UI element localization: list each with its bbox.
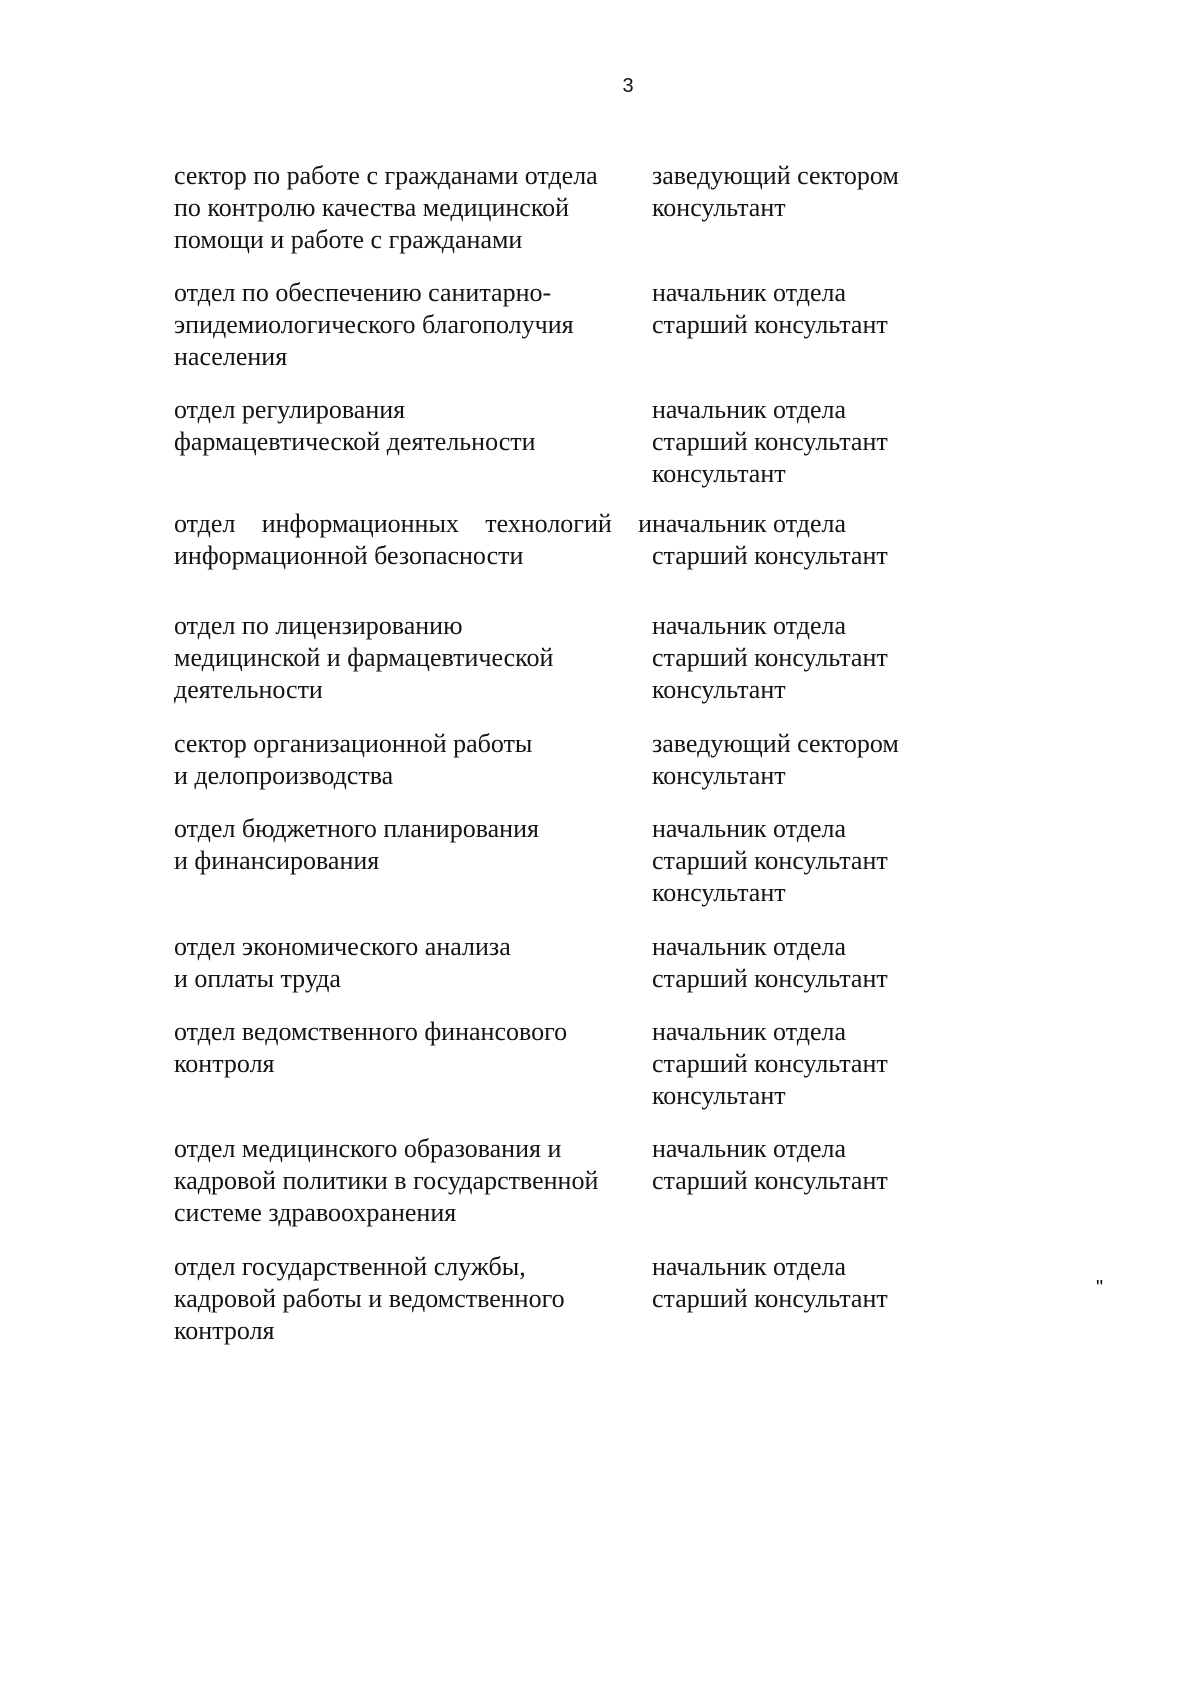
unit-name: [174, 160, 652, 256]
positions-list: [652, 1016, 982, 1112]
unit-name-line: отдел государственной службы,: [174, 1252, 526, 1281]
unit-name-line: отдел по лицензированию: [174, 611, 463, 640]
positions-list: [652, 394, 982, 490]
unit-name: [174, 813, 652, 877]
position-title: старший консультант: [652, 846, 888, 875]
position-title: старший консультант: [652, 1284, 888, 1313]
unit-name-line: отдел бюджетного планирования: [174, 814, 539, 843]
unit-name-line: отдел регулирования: [174, 395, 406, 424]
position-title: консультант: [652, 675, 786, 704]
closing-quote-mark: ": [1096, 1277, 1104, 1299]
position-title: консультант: [652, 1081, 786, 1110]
unit-name-line: сектор организационной работы: [174, 729, 533, 758]
positions-list: [652, 1133, 982, 1197]
position-title: заведующий сектором: [652, 729, 899, 758]
positions-list: [652, 610, 982, 706]
position-title: начальник отдела: [652, 1252, 847, 1281]
unit-name-line: отдел информационных технологий и: [174, 509, 652, 538]
unit-name-line: населения: [174, 342, 288, 371]
position-title: старший консультант: [652, 310, 888, 339]
unit-name: [174, 1251, 652, 1347]
position-title: консультант: [652, 193, 786, 222]
unit-name-line: медицинской и фармацевтической: [174, 643, 554, 672]
unit-name: [174, 1133, 652, 1229]
unit-name-line: отдел медицинского образования и: [174, 1134, 562, 1163]
unit-name-line: по контролю качества медицинской: [174, 193, 570, 222]
positions-list: [652, 813, 982, 909]
unit-name-line: контроля: [174, 1049, 275, 1078]
unit-name: [174, 1016, 652, 1080]
unit-name: [174, 508, 652, 572]
unit-name-line: кадровой политики в государственной: [174, 1166, 599, 1195]
unit-name-line: системе здравоохранения: [174, 1198, 457, 1227]
unit-name: [174, 394, 652, 458]
unit-name: [174, 728, 652, 792]
unit-name-line: помощи и работе с гражданами: [174, 225, 523, 254]
unit-name-line: фармацевтической деятельности: [174, 427, 536, 456]
position-title: начальник отдела: [652, 932, 847, 961]
position-title: старший консультант: [652, 643, 888, 672]
unit-name-line: деятельности: [174, 675, 323, 704]
unit-name: [174, 931, 652, 995]
position-title: начальник отдела: [652, 509, 847, 538]
unit-name-line: и оплаты труда: [174, 964, 341, 993]
unit-name-line: кадровой работы и ведомственного: [174, 1284, 565, 1313]
unit-name-line: информационной безопасности: [174, 541, 524, 570]
unit-name-line: и финансирования: [174, 846, 380, 875]
page-number: 3: [622, 75, 634, 97]
unit-name-line: отдел по обеспечению санитарно-: [174, 278, 552, 307]
positions-list: [652, 508, 982, 572]
position-title: начальник отдела: [652, 1134, 847, 1163]
position-title: консультант: [652, 459, 786, 488]
position-title: консультант: [652, 878, 786, 907]
position-title: начальник отдела: [652, 611, 847, 640]
unit-name: [174, 610, 652, 706]
unit-name-line: контроля: [174, 1316, 275, 1345]
positions-list: [652, 160, 982, 224]
unit-name-line: и делопроизводства: [174, 761, 394, 790]
position-title: старший консультант: [652, 427, 888, 456]
position-title: старший консультант: [652, 1166, 888, 1195]
unit-name-line: отдел экономического анализа: [174, 932, 511, 961]
positions-list: [652, 931, 982, 995]
positions-list: [652, 728, 982, 792]
unit-name-line: сектор по работе с гражданами отдела: [174, 161, 598, 190]
position-title: начальник отдела: [652, 278, 847, 307]
position-title: начальник отдела: [652, 814, 847, 843]
unit-name: [174, 277, 652, 373]
position-title: начальник отдела: [652, 395, 847, 424]
position-title: начальник отдела: [652, 1017, 847, 1046]
unit-name-line: эпидемиологического благополучия: [174, 310, 574, 339]
positions-list: [652, 277, 982, 341]
position-title: консультант: [652, 761, 786, 790]
position-title: старший консультант: [652, 964, 888, 993]
positions-list: [652, 1251, 982, 1315]
position-title: заведующий сектором: [652, 161, 899, 190]
position-title: старший консультант: [652, 1049, 888, 1078]
unit-name-line: отдел ведомственного финансового: [174, 1017, 568, 1046]
position-title: старший консультант: [652, 541, 888, 570]
